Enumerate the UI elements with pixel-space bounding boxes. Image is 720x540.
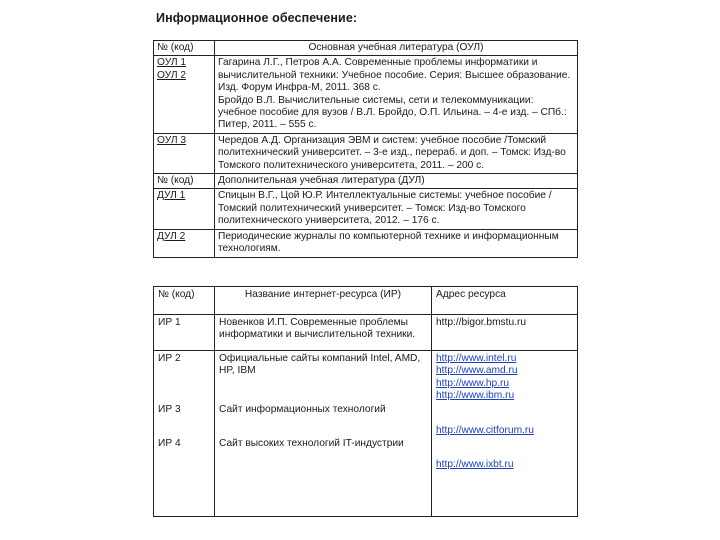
row-text: Спицын В.Г., Цой Ю.Р. Интеллектуальные системы: учебное пособие /Томский политехнический университет. – Томск: Изд-во Томского политехнического университета, 2012. – 176 с. [215,189,578,229]
resource-link[interactable]: http://bigor.bmstu.ru [436,317,527,328]
page-title: Информационное обеспечение: [156,11,358,25]
resource-link[interactable]: http://www.hp.ru [436,377,510,389]
header-code: № (код) [154,287,215,315]
table-header-row [154,287,578,315]
header-resource-address: Адрес ресурса [432,287,578,315]
row-code: ИР 3 [158,404,181,415]
literature-table [153,40,578,258]
row-code: ИР 2 [158,353,181,364]
row-code: ДУЛ 2 [154,229,215,257]
header-additional-literature: Дополнительная учебная литература (ДУЛ) [215,174,578,189]
row-text: Бройдо В.Л. Вычислительные системы, сети и телекоммуникации: учебное пособие для вузов / В.Л. Бройдо, О.П. Ильина. – 4-е изд. – СПб.: Питер, 2011. – 555 с. [218,94,567,131]
row-code: ИР 1 [154,315,215,351]
row-code: ОУЛ 1 [157,57,187,69]
header-code: № (код) [154,174,215,189]
row-name: Официальные сайты компаний Intel, AMD, HP, IBM [219,353,421,377]
row-text: Чередов А.Д. Организация ЭВМ и систем: учебное пособие /Томский политехнический университет. – 3-е изд., перераб. и доп. – Томск: Изд-во Томского политехнического университета, 2011. – 200 с. [215,133,578,173]
table-row-empty [154,457,578,517]
row-name: Новенков И.П. Современные проблемы информатики и вычислительной техники. [215,315,432,351]
table-row [154,133,578,173]
internet-resources-table [153,286,578,517]
resource-link[interactable]: http://www.citforum.ru [436,424,534,436]
resource-link[interactable]: http://www.intel.ru [436,353,517,364]
row-text: Гагарина Л.Г., Петров А.А. Современные проблемы информатики и вычислительной техники: Учебное пособие. Серия: Высшее образование. Изд. Форум Инфра-М, 2011. 368 с. [218,57,571,94]
row-code: ДУЛ 1 [154,189,215,229]
resource-link[interactable]: http://www.ixbt.ru [436,458,514,470]
header-main-literature: Основная учебная литература (ОУЛ) [215,41,578,56]
row-name: Сайт высоких технологий IT-индустрии [219,438,404,449]
row-text: Периодические журналы по компьютерной технике и информационным технологиям. [215,229,578,257]
table-header-row [154,41,578,56]
row-name: Сайт информационных технологий [219,404,386,415]
table-row [154,189,578,229]
header-code: № (код) [154,41,215,56]
table-row [154,229,578,257]
table-row [154,351,578,457]
row-code: ОУЛ 2 [157,69,187,81]
table-row [154,56,578,133]
row-code: ИР 4 [158,438,181,449]
row-code: ОУЛ 3 [154,133,215,173]
resource-link[interactable]: http://www.ibm.ru [436,390,515,402]
table-row [154,315,578,351]
header-resource-name: Название интернет-ресурса (ИР) [215,287,432,315]
resource-link[interactable]: http://www.amd.ru [436,365,518,377]
table-header-row [154,174,578,189]
